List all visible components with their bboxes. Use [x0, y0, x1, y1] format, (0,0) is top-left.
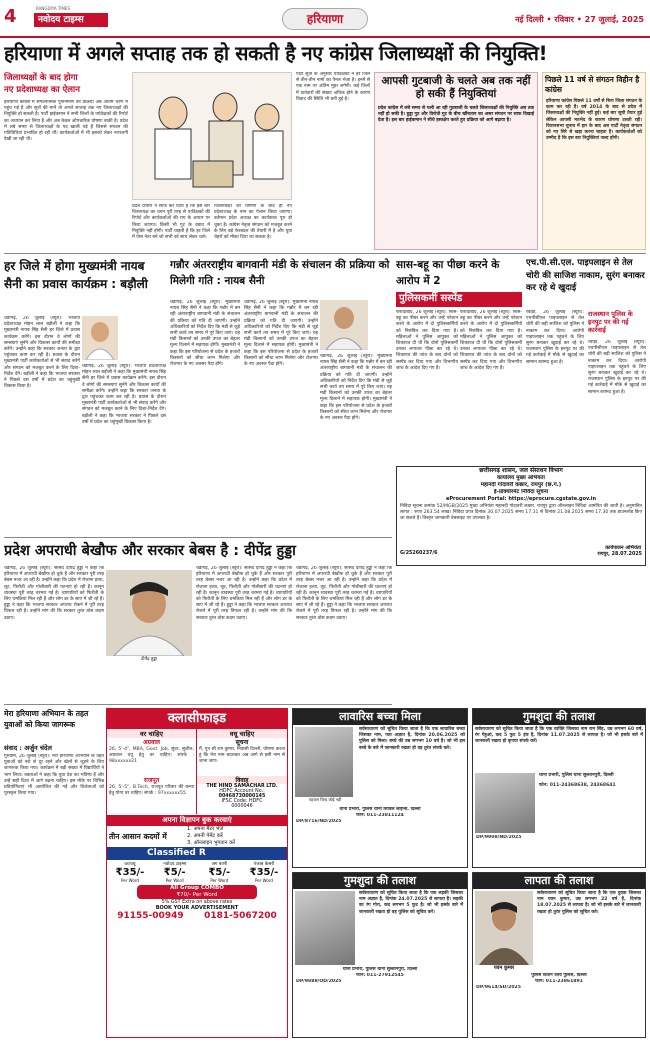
price2: ₹5/-	[163, 867, 186, 878]
lost3-text: सर्वसाधारण को सूचित किया जाता है कि एक लड़की जिसका नाम अज्ञात है, दिनांक 24.07.2025 से लापता है। लड़की का रंग गोरा, कद लगभग 5 फुट है। जो भी इसके बारे में जानकारी रखता हो वह पुलिस को सूचित करे।	[359, 891, 463, 915]
story6-text-c: चंडीगढ़, 26 जुलाई (ब्यूरो): सांसद दीपेंद्र हुड्डा ने कहा कि हरियाणा में अपराधी बेखौफ हो चुके हैं और सरकार पूरी तरह बेबस नजर आ रही है। उन्होंने कहा कि प्रदेश में रोजाना हत्या, लूट, फिरौती और गोलीबारी की घटनाएं हो रही हैं। कानून व्यवस्था पूरी तरह चरमरा गई है। व्यापारियों को फिरौती के लिए धमकियां मिल रही हैं और लोग डर के साए में जी रहे हैं। हुड्डा ने कहा कि भाजपा सरकार अपराध रोकने में पूरी तरह विफल रही है। उन्होंने मांग की कि सरकार तुरंत ठोस कदम उठाए।	[296, 566, 392, 621]
lost2-head: गुमशुदा की तलाश	[473, 709, 645, 725]
lost3-phone: फोन: 011-27912545	[356, 973, 404, 979]
classified-col-b: वधू चाहिए	[197, 729, 287, 738]
classified-col-a: वर चाहिए	[107, 729, 196, 738]
missing-notice-1	[472, 708, 646, 868]
ifsc2: 0000046	[231, 804, 253, 809]
classified-banner: Classified R	[107, 847, 287, 860]
step3: 3. ऑनलाइन भुगतान करें	[187, 840, 236, 846]
lost2-code: DP/9908/ND/2025	[476, 835, 522, 840]
story3-text-b: चंडीगढ़, 26 जुलाई (ब्यूरो): मुख्यमंत्री नायब सिंह सैनी ने कहा कि गन्नौर में बन रही अंतरराष्ट्रीय बागवानी मंडी के संचालन की प्रक्रिया को गति दी जाएगी। उन्होंने अधिकारियों को निर्देश दिए कि मंडी से जुड़े सभी कार्य तय समय में पूरे किए जाएं। यह मंडी किसानों को उनकी उपज का बेहतर मूल्य दिलाने में सहायक होगी। मुख्यमंत्री ने कहा कि इस परियोजना से प्रदेश के हजारों किसानों को सीधा लाभ मिलेगा और रोजगार के नए अवसर पैदा होंगे।	[244, 300, 318, 368]
masthead	[0, 0, 650, 40]
gst-note: 5% GST Extra on above rates	[161, 900, 233, 905]
story5-sub: राजस्थान पुलिस के इनपुट पर की गई कार्रवाई	[588, 310, 633, 334]
person-photo	[106, 570, 192, 656]
cartoon	[132, 72, 292, 200]
combo-line1: All Group COMBO	[170, 885, 224, 891]
section-rule-2	[4, 537, 392, 538]
lost1-photo	[295, 727, 353, 797]
lead-col3: जिलाध्यक्षों की घोषणा के बाद ही नए प्रदेशाध्यक्ष के नाम का ऐलान किया जाएगा। वर्तमान प्रदेश अध्यक्ष का कार्यकाल पूरा हो चुका है। कांग्रेस नेतृत्व संगठन को मजबूत करने के लिए बड़े फेरबदल की तैयारी में है और युवा चेहरों को मौका दिया जा सकता है।	[214, 204, 292, 241]
ifsc: IFSC Code: HDFC	[221, 799, 263, 804]
lost4-head: लापता की तलाश	[473, 873, 645, 889]
price1-label: वर/वधू	[124, 862, 136, 867]
per-word-1: Per Word	[121, 878, 139, 883]
story3-text-c: चंडीगढ़, 26 जुलाई (ब्यूरो): मुख्यमंत्री नायब सिंह सैनी ने कहा कि गन्नौर में बन रही अंतरराष्ट्रीय बागवानी मंडी के संचालन की प्रक्रिया को गति दी जाएगी। उन्होंने अधिकारियों को निर्देश दिए कि मंडी से जुड़े सभी कार्य तय समय में पूरे किए जाएं। यह मंडी किसानों को उनकी उपज का बेहतर मूल्य दिलाने में सहायक होगी। मुख्यमंत्री ने कहा कि इस परियोजना से प्रदेश के हजारों किसानों को सीधा लाभ मिलेगा और रोजगार के नए अवसर पैदा होंगे।	[320, 354, 392, 422]
lost3-photo	[295, 891, 355, 965]
tender-head2: कार्यालय मुख्य अभियंता	[497, 475, 545, 481]
story7-headline: मेरा हरियाणा अभियान के तहत युवाओं को किया जागरूक	[4, 709, 89, 729]
story7-byline: संवाद : अर्जुन चंदेल	[4, 744, 52, 752]
story7-text: गुरुग्राम, 26 जुलाई (ब्यूरो): मेरा हरियाणा अभियान के तहत युवाओं को नशे से दूर रहने और खेलों से जुड़ने के लिए जागरूक किया गया। कार्यक्रम में बड़ी संख्या में विद्यार्थियों ने भाग लिया। वक्ताओं ने कहा कि युवा देश का भविष्य हैं और उन्हें सही दिशा में आगे बढ़ना चाहिए। इस मौके पर विभिन्न प्रतियोगिताएं भी आयोजित की गईं और विजेताओं को पुरस्कृत किया गया।	[4, 754, 104, 797]
story5-text-a: रेवाड़ी, 26 जुलाई (ब्यूरो): एचपीसीएल पाइपलाइन से तेल चोरी की बड़ी साजिश को पुलिस ने नाकाम कर दिया। आरोपी पाइपलाइन तक पहुंचने के लिए सुरंग बनाकर खुदाई कर रहे थे। राजस्थान पुलिस के इनपुट पर की गई कार्रवाई में मौके से खुदाई का सामान बरामद हुआ है।	[526, 310, 584, 365]
price3-label: जग बाणी	[211, 862, 228, 867]
tender-sign: कार्यपालन अभियंता	[605, 545, 641, 551]
lead-col2: प्रदेश प्रभारी ने साफ कर दिया है कि इस बार जिलाध्यक्ष का चयन पूरी तरह से पर्यवेक्षकों की रिपोर्ट और कार्यकर्ताओं की राय के आधार पर किया जाएगा। किसी भी गुट के दबाव में नियुक्ति नहीं होगी। पार्टी चाहती है कि हर जिले में ऐसा नेता बने जो सभी को साथ लेकर चले।	[132, 204, 210, 241]
lead-col4: पार्टी सूत्रों के अनुसार पर्यवेक्षकों ने हर जिले से तीन-तीन नामों का पैनल भेजा है। इनमें से एक नाम पर अंतिम मुहर लगेगी। कई जिलों में दावेदारों की संख्या अधिक होने के कारण विवाद की स्थिति भी बनी हुई है।	[296, 72, 370, 102]
person-photo	[82, 316, 118, 360]
lost4-contact: पुलिस स्टेशन रेलवे पुलिस, दिल्ली	[531, 973, 587, 978]
missing-notice-3	[472, 872, 646, 1038]
dateline: नई दिल्ली • रविवार • 27 जुलाई, 2025	[515, 15, 644, 24]
lead-col1: हरियाणा कांग्रेस में संगठनात्मक पुनर्निर्माण की प्रक्रिया अब अंतिम चरण में पहुंच गई है और सूत्रों की मानें तो अगले सप्ताह तक नए जिलाध्यक्षों की नियुक्ति हो सकती है। पार्टी हाईकमान ने सभी जिलों के पर्यवेक्षकों की रिपोर्ट का अध्ययन कर लिया है और अब केवल औपचारिक घोषणा बाकी है। प्रदेश में लंबे समय से जिलाध्यक्षों के पद खाली पड़े हैं जिससे संगठन की गतिविधियां प्रभावित हो रही थीं। कार्यकर्ताओं में भी इसको लेकर नाराजगी देखी जा रही थी।	[4, 100, 128, 143]
section-title: हरियाणा	[306, 12, 344, 26]
lost1-contact: थाना प्रभारी, पुलिस थाना सिविल लाइन्स, दिल्ली	[339, 807, 421, 812]
missing-notice-2	[292, 872, 468, 1038]
story3-text-a: चंडीगढ़, 26 जुलाई (ब्यूरो): मुख्यमंत्री नायब सिंह सैनी ने कहा कि गन्नौर में बन रही अंतरराष्ट्रीय बागवानी मंडी के संचालन की प्रक्रिया को गति दी जाएगी। उन्होंने अधिकारियों को निर्देश दिए कि मंडी से जुड़े सभी कार्य तय समय में पूरे किए जाएं। यह मंडी किसानों को उनकी उपज का बेहतर मूल्य दिलाने में सहायक होगी। मुख्यमंत्री ने कहा कि इस परियोजना से प्रदेश के हजारों किसानों को सीधा लाभ मिलेगा और रोजगार के नए अवसर पैदा होंगे।	[170, 300, 240, 368]
story2-text-a: चंडीगढ़, 26 जुलाई (ब्यूरो): भाजपा प्रदेशाध्यक्ष मोहन लाल बड़ौली ने कहा कि मुख्यमंत्री नायब सिंह सैनी हर जिले में प्रवास कार्यक्रम करेंगे। इस दौरान वे लोगों की समस्याएं सुनेंगे और विकास कार्यों की समीक्षा करेंगे। उन्होंने कहा कि सरकार जनता के द्वार पहुंचकर काम कर रही है। प्रवास के दौरान मुख्यमंत्री पार्टी कार्यकर्ताओं से भी संवाद करेंगे और संगठन को मजबूत करने के लिए दिशा-निर्देश देंगे। बड़ौली ने कहा कि भाजपा सरकार ने पिछले दस वर्षों में प्रदेश का चहुंमुखी विकास किया है।	[4, 316, 80, 390]
lost4-code: DP/9614/SD/2025	[476, 985, 521, 991]
story6-photo	[106, 570, 192, 656]
story6-text-b: चंडीगढ़, 26 जुलाई (ब्यूरो): सांसद दीपेंद्र हुड्डा ने कहा कि हरियाणा में अपराधी बेखौफ हो चुके हैं और सरकार पूरी तरह बेबस नजर आ रही है। उन्होंने कहा कि प्रदेश में रोजाना हत्या, लूट, फिरौती और गोलीबारी की घटनाएं हो रही हैं। कानून व्यवस्था पूरी तरह चरमरा गई है। व्यापारियों को फिरौती के लिए धमकियां मिल रही हैं और लोग डर के साए में जी रहे हैं। हुड्डा ने कहा कि भाजपा सरकार अपराध रोकने में पूरी तरह विफल रही है। उन्होंने मांग की कि सरकार तुरंत ठोस कदम उठाए।	[196, 566, 292, 621]
kicker-line2: नए प्रदेशाध्यक्ष का ऐलान	[4, 85, 80, 95]
story4-text-b: फरीदाबाद, 26 जुलाई (ब्यूरो): सास-बहू का पीछा करने और उन्हें परेशान करने के आरोप में दो पुलिसकर्मियों को निलंबित कर दिया गया है। महिलाओं ने पुलिस आयुक्त को शिकायत दी थी कि दोनों पुलिसकर्मी उनका लगातार पीछा कर रहे थे। शिकायत की जांच के बाद दोनों को सस्पेंड कर दिया गया और विभागीय जांच के आदेश दिए गए हैं।	[460, 310, 522, 371]
per-word-2: Per Word	[165, 878, 184, 883]
page-number: 4	[4, 6, 17, 27]
hdfc-label: HDFC Account No.:	[219, 789, 265, 794]
story4-highlight: पुलिसकर्मी सस्पेंड	[396, 292, 522, 307]
story6-cap: दीपेंद्र हुड्डा	[141, 657, 157, 662]
story3-photo	[320, 300, 368, 350]
lost4-photo	[475, 891, 533, 965]
lead-quote-text: प्रदेश कांग्रेस में लंबे समय से चली आ रही गुटबाजी के चलते जिलाध्यक्षों की नियुक्ति अब तक नहीं हो सकी है। हुड्डा गुट और विरोधी गुट के बीच खींचतान का असर संगठन पर साफ दिखाई देता है। इस बार हाईकमान ने सीधे हस्तक्षेप करते हुए प्रक्रिया को आगे बढ़ाया है।	[378, 106, 534, 124]
lost1-head: लावारिस बच्चा मिला	[293, 709, 467, 725]
story5-text-b: रेवाड़ी, 26 जुलाई (ब्यूरो): एचपीसीएल पाइपलाइन से तेल चोरी की बड़ी साजिश को पुलिस ने नाकाम कर दिया। आरोपी पाइपलाइन तक पहुंचने के लिए सुरंग बनाकर खुदाई कर रहे थे। राजस्थान पुलिस के इनपुट पर की गई कार्रवाई में मौके से खुदाई का सामान बरामद हुआ है।	[588, 340, 646, 395]
classified-block	[106, 708, 288, 1038]
section-tab	[282, 8, 368, 30]
tender-head4: ई-प्रोक्योरमेंट निविदा सूचना	[493, 489, 549, 495]
section-rule-3	[4, 704, 392, 705]
brand-small: RANGDIYA TIMES	[36, 6, 70, 11]
lost2-contact: थाना प्रभारी, पुलिस थाना सुल्तानपुरी, दिल्ली	[539, 773, 614, 778]
step1: 1. अपना मैटर भेजें	[187, 826, 224, 832]
lost1-text: सर्वसाधारण को सूचित किया जाता है कि एक लावारिस बच्चा जिसका नाम, पता अज्ञात है, दिनांक 20.06.2025 को पुलिस को मिला। बच्चे की उम्र लगभग 10 वर्ष है। जो भी इस बच्चे के बारे में जानकारी रखता हो वह तुरंत संपर्क करे।	[359, 727, 465, 751]
bank-name: THE HIND SAMACHAR LTD.	[206, 784, 278, 789]
price4-label: पंजाब केसरी	[253, 862, 275, 867]
person-photo	[320, 300, 368, 350]
classified-sub-b: राजपूत	[143, 777, 160, 784]
steps-title: तीन आसान कदमों में	[109, 831, 167, 841]
cartoon-illustration	[133, 73, 293, 201]
phone1[interactable]: 91155-00949	[117, 911, 184, 921]
lead-kicker	[4, 72, 128, 98]
story4-headline: सास-बहू का पीछा करने के आरोप में 2	[396, 259, 500, 287]
account-no: 00468730000145	[218, 794, 266, 799]
tender-footer2: रायपुर, 28.07.2025	[597, 552, 642, 557]
story2-headline: हर जिले में होगा मुख्यमंत्री नायब सैनी का प्रवास कार्यक्रम : बड़ौली	[4, 259, 148, 291]
lost1-cap: पहचान चिन्ह कोई नहीं	[308, 797, 342, 802]
tender-url[interactable]: eProcurement Portal: https://eprocure.cgstate.gov.in	[445, 496, 597, 502]
rule	[0, 36, 650, 38]
price2-label: नवोदय टाइम्स	[163, 862, 187, 867]
sidebar-head: पिछले 11 वर्ष से संगठन विहीन है कांग्रेस	[545, 75, 640, 94]
person-photo	[475, 891, 533, 965]
classified-ad1: 26, 5'-4", MBA, Govt. Job, सुंदर, सुशील, अग्रवाल वधू हेतु वर चाहिए। संपर्क : 98xxxxxx21	[109, 747, 194, 765]
tender-head3: महानदी गोदावरी कछार, रायपुर (छ.ग.)	[480, 482, 562, 488]
story4-text-a: फरीदाबाद, 26 जुलाई (ब्यूरो): सास-बहू का पीछा करने और उन्हें परेशान करने के आरोप में दो पुलिसकर्मियों को निलंबित कर दिया गया है। महिलाओं ने पुलिस आयुक्त को शिकायत दी थी कि दोनों पुलिसकर्मी उनका लगातार पीछा कर रहे थे। शिकायत की जांच के बाद दोनों को सस्पेंड कर दिया गया और विभागीय जांच के आदेश दिए गए हैं।	[396, 310, 458, 371]
lost3-head: गुमशुदा की तलाश	[293, 873, 467, 889]
story6-text-a: चंडीगढ़, 26 जुलाई (ब्यूरो): सांसद दीपेंद्र हुड्डा ने कहा कि हरियाणा में अपराधी बेखौफ हो चुके हैं और सरकार पूरी तरह बेबस नजर आ रही है। उन्होंने कहा कि प्रदेश में रोजाना हत्या, लूट, फिरौती और गोलीबारी की घटनाएं हो रही हैं। कानून व्यवस्था पूरी तरह चरमरा गई है। व्यापारियों को फिरौती के लिए धमकियां मिल रही हैं और लोग डर के साए में जी रहे हैं। हुड्डा ने कहा कि भाजपा सरकार अपराध रोकने में पूरी तरह विफल रही है। उन्होंने मांग की कि सरकार तुरंत ठोस कदम उठाए।	[4, 566, 104, 621]
story2-photo	[82, 316, 118, 360]
lost4-text: सर्वसाधारण को सूचित किया जाता है कि एक युवक जिसका नाम पवन कुमार, उम्र लगभग 22 वर्ष है, दिनांक 18.07.2025 से लापता है। जो भी इसके बारे में जानकारी रखता हो तुरंत पुलिस को सूचित करे।	[537, 891, 641, 915]
step2: 2. अपनी पेमेंट करें	[187, 833, 223, 839]
lead-headline-text: हरियाणा में अगले सप्ताह तक हो सकती है नए कांग्रेस जिलाध्यक्षों की नियुक्ति!	[4, 42, 548, 65]
lost2-phone: फोन: 011-24368638, 24368641	[539, 783, 616, 789]
vehicle-head: विवाह	[197, 776, 287, 784]
lost4-phone: फोन: 011-23861891	[535, 979, 583, 985]
combo-line2: ₹70/- Per Word	[176, 892, 218, 898]
lead-quote: आपसी गुटबाजी के चलते अब तक नहीं हो सकी हैं नियुक्तियां	[381, 75, 531, 100]
section-rule-1	[4, 253, 646, 254]
sidebar-text: हरियाणा कांग्रेस पिछले 11 वर्षों से बिना जिला संगठन के काम कर रही है। वर्ष 2014 के बाद से प्रदेश में जिलाध्यक्षों की नियुक्ति नहीं हुई। कई बार सूची तैयार हुई लेकिन आपसी मतभेद के कारण घोषणा टलती रही। विधानसभा चुनाव में हार के बाद अब पार्टी नेतृत्व संगठन को नए सिरे से खड़ा करना चाहता है। कार्यकर्ताओं को उम्मीद है कि इस बार नियुक्तियां जल्द होंगी।	[546, 99, 642, 142]
tender-footer1: G/25260237/6	[400, 551, 438, 556]
lost1-code: DP/8716/ND/2025	[296, 819, 342, 825]
promo-head: अपना विज्ञापन बुक करवाएं	[107, 815, 287, 826]
kicker-line1: जिलाध्यक्षों के बाद होगा	[4, 73, 78, 83]
classified-title: क्लासीफाइड	[107, 709, 287, 729]
lead-quote-box	[374, 72, 538, 250]
tender-head1: छत्तीसगढ़ शासन, जल संसाधन विभाग	[479, 467, 563, 474]
tender-notice	[396, 466, 646, 566]
price3: ₹5/-	[208, 867, 231, 878]
lost3-code: DP/9888/OD/2025	[296, 979, 342, 985]
story2-text-b: चंडीगढ़, 26 जुलाई (ब्यूरो): भाजपा प्रदेशाध्यक्ष मोहन लाल बड़ौली ने कहा कि मुख्यमंत्री नायब सिंह सैनी हर जिले में प्रवास कार्यक्रम करेंगे। इस दौरान वे लोगों की समस्याएं सुनेंगे और विकास कार्यों की समीक्षा करेंगे। उन्होंने कहा कि सरकार जनता के द्वार पहुंचकर काम कर रही है। प्रवास के दौरान मुख्यमंत्री पार्टी कार्यकर्ताओं से भी संवाद करेंगे और संगठन को मजबूत करने के लिए दिशा-निर्देश देंगे। बड़ौली ने कहा कि भाजपा सरकार ने पिछले दस वर्षों में प्रदेश का चहुंमुखी विकास किया है।	[82, 364, 166, 425]
tender-text: निविदा सूचना क्रमांक 52/MGB/2025 मुख्य अभियंता महानदी गोदावरी कछार, रायपुर द्वारा ऑनलाइन निविदा आमंत्रित की जाती है। अनुमानित लागत : रुपए 263.54 लाख। निविदा प्रपत्र दिनांक 30.07.2025 समय 17.31 से दिनांक 21.08.2025 समय 17.30 तक डाउनलोड किए जा सकते हैं। विस्तृत जानकारी वेबसाइट पर उपलब्ध है।	[400, 504, 642, 522]
lead-sidebar	[542, 72, 646, 250]
combo	[137, 885, 257, 899]
lost2-text: सर्वसाधारण को सूचित किया जाता है कि एक व्यक्ति जिसका नाम राम सिंह, उम्र लगभग 60 वर्ष, रंग गेहुआं, कद 5 फुट 5 इंच है, दिनांक 11.07.2025 से लापता है। जो भी इसके बारे में जानकारी रखता हो कृपया संपर्क करें।	[475, 727, 643, 745]
lead-headline	[4, 40, 646, 68]
story5-headline: एच.पी.सी.एल. पाइपलाइन से तेल चोरी की साजिश नाकाम, सुरंग बनाकर कर रहे थे खुदाई	[526, 258, 645, 293]
lost4-cap: पवन कुमार	[493, 965, 515, 971]
lost2-photo	[475, 773, 535, 833]
per-word-3: Per Word	[210, 878, 229, 883]
lost-child-notice	[292, 708, 468, 868]
classified-sub-a: अग्रवाल	[143, 739, 160, 746]
story6-headline	[4, 540, 392, 562]
story3-headline: गन्नौर अंतरराष्ट्रीय बागवानी मंडी के संचालन की प्रक्रिया को मिलेगी गति : नायब सैनी	[170, 259, 390, 287]
price4: ₹35/-	[249, 867, 279, 878]
classified-ad2: 26, 5'-5", B.Tech, राजपूत परिवार की कन्या हेतु योग्य वर चाहिए। संपर्क : 97xxxxxx55	[109, 785, 194, 797]
notice-head: सूचना	[235, 739, 249, 746]
lost3-contact: थाना प्रभारी, पुलिस थाना सुल्तानपुरी, दिल्ली	[342, 967, 418, 972]
story6-headline-text: प्रदेश अपराधी बेखौफ और सरकार बेबस है : दीपेंद्र हुड्डा	[4, 543, 296, 559]
price1: ₹35/-	[115, 867, 145, 878]
per-word-4: Per Word	[255, 878, 273, 883]
brand-logo: नवोदय टाइम्स	[34, 13, 108, 27]
lost1-phone: फोन: 011-23811124	[356, 813, 404, 819]
notice-text: मैं, पुत्र श्री राम कुमार, निवासी दिल्ली, घोषणा करता हूं कि मेरा नाम बदलकर अब आगे से इसी नाम से जाना जाए।	[199, 747, 285, 765]
phone2[interactable]: 0181-5067200	[204, 911, 277, 921]
book-ad: BOOK YOUR ADVERTISEMENT	[155, 905, 239, 911]
